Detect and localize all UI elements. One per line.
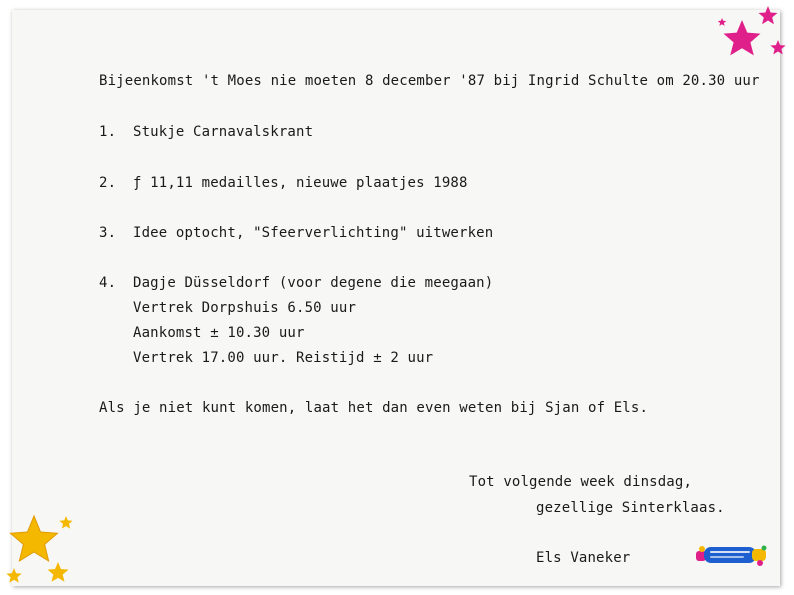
item-4-number: 4. bbox=[99, 275, 117, 291]
yellow-stars-icon bbox=[0, 510, 80, 595]
pink-stars-icon bbox=[712, 4, 792, 66]
item-3-text: Idee optocht, "Sfeerverlichting" uitwerken bbox=[133, 225, 494, 241]
letter-heading: Bijeenkomst 't Moes nie moeten 8 december '87 bij Ingrid Schulte om 20.30 uur bbox=[99, 73, 760, 89]
signoff-line-1: Tot volgende week dinsdag, bbox=[469, 474, 693, 490]
item-2-text: ƒ 11,11 medailles, nieuwe plaatjes 1988 bbox=[133, 175, 468, 191]
item-4-line-2: Vertrek Dorpshuis 6.50 uur bbox=[133, 300, 357, 316]
item-4-line-1: Dagje Düsseldorf (voor degene die meegaan) bbox=[133, 275, 494, 291]
item-4-line-4: Vertrek 17.00 uur. Reistijd ± 2 uur bbox=[133, 350, 434, 366]
signoff-line-2: gezellige Sinterklaas. bbox=[536, 500, 725, 516]
item-3-number: 3. bbox=[99, 225, 117, 241]
item-4-line-3: Aankomst ± 10.30 uur bbox=[133, 325, 305, 341]
item-1-text: Stukje Carnavalskrant bbox=[133, 124, 314, 140]
signature: Els Vaneker bbox=[536, 550, 631, 566]
item-1-number: 1. bbox=[99, 124, 117, 140]
colorful-logo bbox=[694, 543, 770, 567]
closing-note: Als je niet kunt komen, laat het dan even weten bij Sjan of Els. bbox=[99, 400, 649, 416]
item-2-number: 2. bbox=[99, 175, 117, 191]
